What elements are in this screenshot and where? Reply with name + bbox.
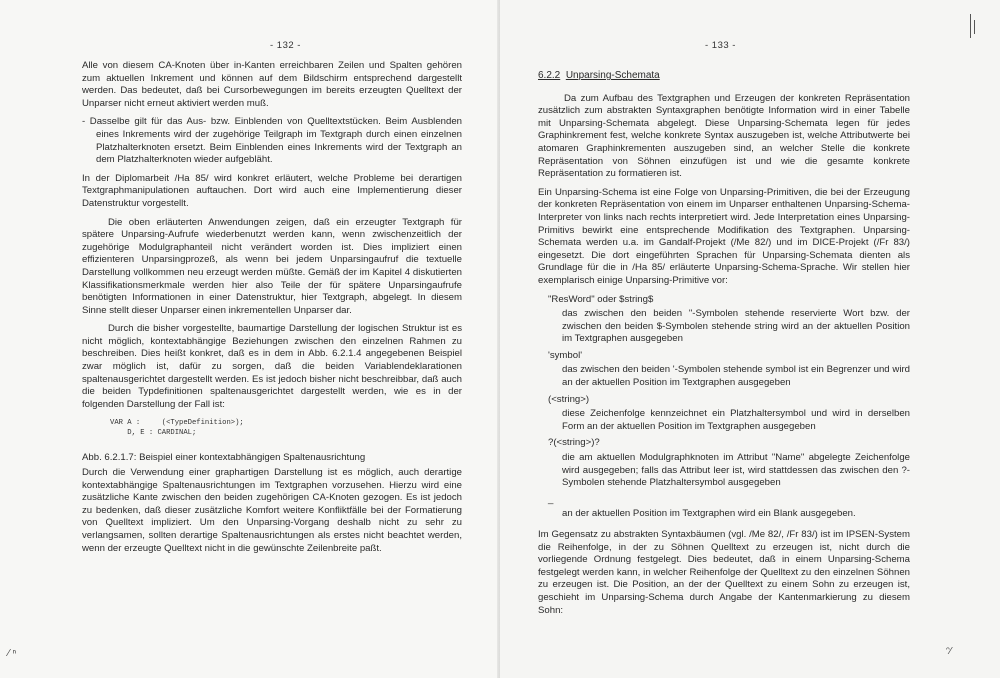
- left-page-body: [82, 60, 462, 561]
- paragraph: Im Gegensatz zu abstrakten Syntaxbäumen (vgl. /Me 82/, /Fr 83/) ist im IPSEN-System die Reihenfolge, in der zu Söhnen Quelltext zu erzeugen ist, nicht durch die vorliegende Ordnung festgelegt. Dies bedeutet, daß in einem Unparsing-Schema festgelegt werden kann, in welcher Reihenfolge der Quelltext zu den einzelnen Söhnen zu erzeugen ist. Die Position, an der der Quelltext zu einem Sohn zu erzeugen ist, geschieht im Unparsing-Schema durch Angabe der Kantenmarkierung zu diesem Sohn:: [538, 529, 910, 616]
- primitive-description: die am aktuellen Modulgraphknoten im Attribut "Name" abgelegte Zeichenfolge wird ausgegeben; falls das Attribut leer ist, wird stattdessen das zwischen den ?-Symbolen stehende Platzhaltersymbol ausgegeben: [562, 452, 910, 489]
- primitive-description: diese Zeichenfolge kennzeichnet ein Platzhaltersymbol und wird in derselben Form an der aktuellen Position im Textgraphen ausgegeben: [562, 408, 910, 432]
- paragraph: Alle von diesem CA-Knoten über in-Kanten erreichbaren Zeilen und Spalten gehören zum aktuellen Inkrement und können auf dem Bildschirm entsprechend dargestellt werden. Das bedeutet, daß bei Cursorbewegungen im bereits erzeugten Quelltext der Unparser nicht erneut aktiviert werden muß.: [82, 60, 462, 109]
- primitive-name: (<string>): [548, 393, 590, 405]
- primitive-description: das zwischen den beiden "-Symbolen stehende reservierte Wort bzw. der zwischen den beiden $-Symbolen stehende string wird an der aktuellen Position im Textgraphen ausgegeben: [562, 308, 910, 345]
- scan-mark: [974, 20, 975, 34]
- page-number: - 133 -: [705, 40, 736, 51]
- scan-mark: [970, 14, 971, 38]
- right-page: [500, 0, 1000, 678]
- code-example: VAR A : (<TypeDefinition>); D, E : CARDINAL;: [110, 419, 244, 437]
- primitive-name: _: [548, 493, 554, 505]
- page-number: - 132 -: [270, 40, 301, 51]
- primitive-list: [538, 294, 910, 522]
- paragraph: Ein Unparsing-Schema ist eine Folge von Unparsing-Primitiven, die bei der Erzeugung der konkreten Repräsentation von einem im Unparser enthaltenen Unparsing-Schema-Interpreter von links nach rechts interpretiert wird. Jede Interpretation eines Unparsing-Primitivs bewirkt eine entsprechende Modifikation des Textgraphen. Unparsing-Schemata werden u.a. im Gandalf-Projekt (/Me 82/) und im DICE-Projekt (/Fr 83/) eingesetzt. Die dort eingeführten Sprachen für Unparsing-Schemata dienten als Grundlage für die in /Ha 85/ erläuterte Unparsing-Schema-Sprache. Wir stellen hier exemplarisch einige Unparsing-Primitive vor:: [538, 186, 910, 286]
- primitive-description: an der aktuellen Position im Textgraphen wird ein Blank ausgegeben.: [562, 508, 856, 520]
- primitive-name: "ResWord" oder $string$: [548, 293, 654, 305]
- scan-mark: ᵔ⁄: [946, 646, 952, 657]
- paragraph: Die oben erläuterten Anwendungen zeigen, daß ein erzeugter Textgraph für spätere Unparsing-Aufrufe wiederbenutzt werden kann, wenn zwischenzeitlich der zugehörige Modulgraphanteil nicht verändert worden ist. Dies impliziert einen effizienteren Unparsingprozeß, als wenn bei jedem Unparsingaufruf die textuelle Darstellung vollkommen neu erzeugt werden müßte. Gemäß der im Kapitel 4 diskutierten Klassifikationsmerkmale werden hier also Teile der für spätere Unparsingaufrufe benötigten Informationen in einer Datenstruktur, hier Textgraph, abgelegt. In diesem Sinne stellt dieser Unparser einen inkrementellen Unparser dar.: [82, 216, 462, 316]
- right-page-body: [538, 70, 910, 623]
- primitive-name: ?(<string>)?: [548, 437, 600, 449]
- section-heading: [538, 70, 910, 83]
- section-number: 6.2.2: [538, 70, 561, 81]
- paragraph: Durch die Verwendung einer graphartigen Darstellung ist es möglich, auch derartige kontextabhängige Spaltenausrichtungen im Textgraphen vorzusehen. Hierzu wird eine zusätzliche Kante zwischen den beiden zugehörigen CA-Knoten gezogen. Es ist jedoch zu bedenken, daß dieser zusätzliche Komfort weitere Konfliktfälle bei der Formatierung von Quelltext impliziert. Um den Unparsing-Vorgang deshalb nicht zu sehr zu verlangsamen, sollten derartige Spaltenausrichtungen als erstes nicht beachtet werden, wenn der erzeugte Quelltext nicht in die gewünschte Zeilenbreite paßt.: [82, 467, 462, 554]
- paragraph: Durch die bisher vorgestellte, baumartige Darstellung der logischen Struktur ist es nicht möglich, kontextabhängige Beziehungen zwischen den einzelnen Rahmen zu beschreiben. Dies heißt konkret, daß es in dem in Abb. 6.2.1.4 angegebenen Beispiel zwar möglich ist, dafür zu sorgen, daß die beiden Variablendeklarationen spaltenausgerichtet dargestellt werden. Es ist jedoch bisher nicht beschreibbar, daß auch die beiden Typdefinitionen spaltenausgerichtet dargestellt werden, wie es in der folgenden Darstellung der Fall ist:: [82, 323, 462, 410]
- paragraph: Da zum Aufbau des Textgraphen und Erzeugen der konkreten Repräsentation zusätzlich zum abstrakten Syntaxgraphen benötigte Information wird in einer Tabelle mit Unparsing-Schemata abgelegt. Diese Unparsing-Schemata legen für jedes Graphinkrement fest, welche konkrete Syntax auszugeben ist, welche Attributwerte bei atomaren Graphinkrementen auszugeben sind, an welcher Stelle die konkrete Repräsentation von Söhnen einzufügen ist und wie die gesamte konkrete Repräsentation zu formatieren ist.: [538, 92, 910, 180]
- section-title: Unparsing-Schemata: [565, 70, 660, 81]
- primitive-name: 'symbol': [548, 349, 583, 361]
- scan-mark: ⁄ ⁿ: [8, 648, 17, 659]
- paragraph: - Dasselbe gilt für das Aus- bzw. Einblenden von Quelltextstücken. Beim Ausblenden eines Inkrements wird der zugehörige Teilgraph im Textgraph durch einen einzelnen Platzhalterknoten ersetzt. Beim Einblenden eines Inkrements wird der Textgraph an dem Platzhalterknoten wieder aufgebläht.: [82, 116, 462, 166]
- figure-caption: Abb. 6.2.1.7: Beispiel einer kontextabhängigen Spaltenausrichtung: [82, 452, 366, 464]
- primitive-description: das zwischen den beiden '-Symbolen stehende symbol ist ein Begrenzer und wird an der aktuellen Position im Textgraphen ausgegeben: [562, 364, 910, 389]
- paragraph: In der Diplomarbeit /Ha 85/ wird konkret erläutert, welche Probleme bei derartigen Textgraphmanipulationen auftauchen. Dort wird auch eine Implementierung dieser Datenstruktur vorgestellt.: [82, 172, 462, 209]
